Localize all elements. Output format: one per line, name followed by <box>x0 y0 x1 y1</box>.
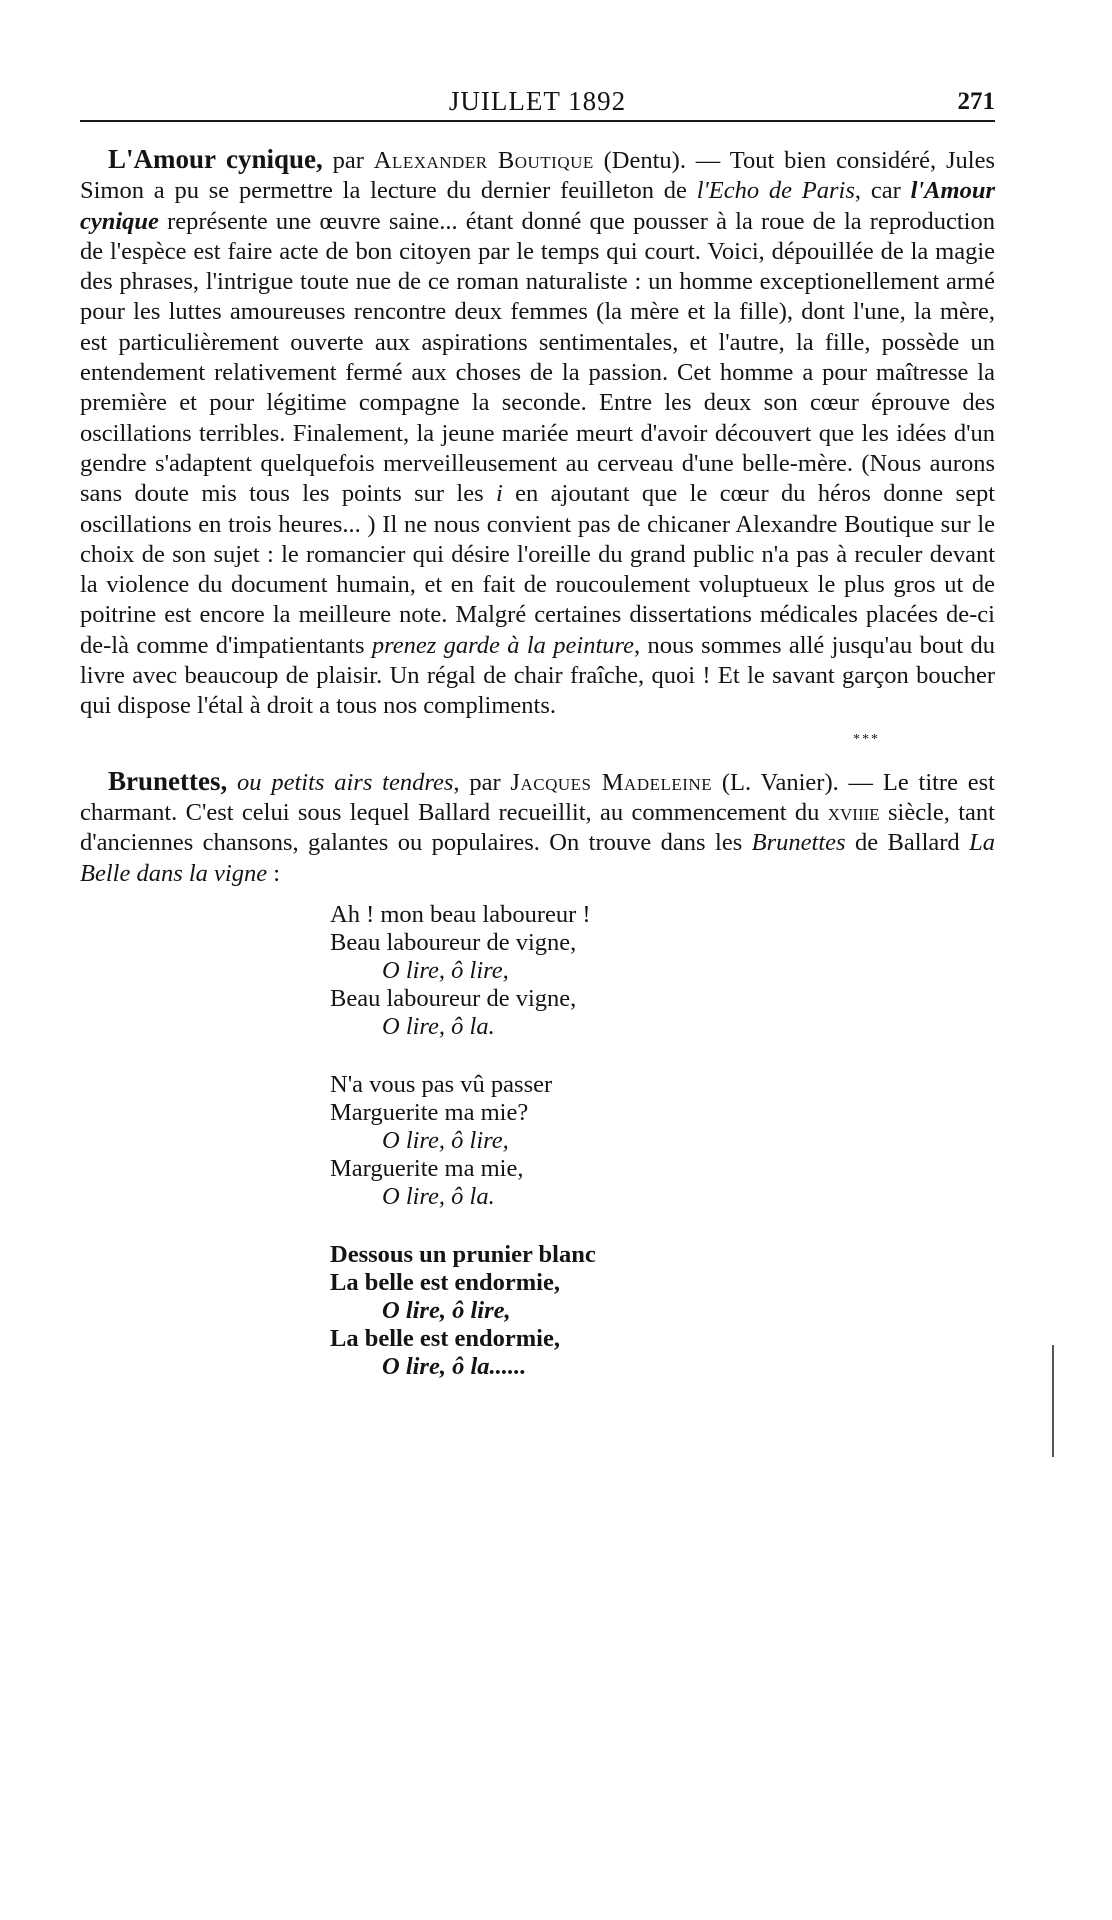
review-amour-cynique <box>80 144 995 722</box>
warning-phrase: prenez garde à la peinture <box>371 631 635 659</box>
review-subtitle: ou petits airs tendres <box>227 768 454 796</box>
poem-refrain: O lire, ô la. <box>382 1182 495 1210</box>
review-publisher: (L. Vanier). <box>712 768 839 796</box>
review-by: par <box>322 147 374 174</box>
review-text-d: : <box>267 859 281 887</box>
review-by: , par <box>453 768 511 796</box>
poem-line: Dessous un prunier blanc <box>330 1240 596 1268</box>
poem-line: La belle est endormie, <box>330 1324 560 1352</box>
review-brunettes <box>80 766 995 889</box>
page-number: 271 <box>957 88 995 115</box>
section-ornament: *** <box>853 731 880 747</box>
review-text-c: représente une œuvre saine... étant donné que pousser à la roue de la reproduction de l'espèce est faire acte de bon citoyen par le temps qui court. Voici, dépouillée de la magie des phrases, l'intrigue toute nue de ce roman naturaliste : un homme exceptionellement armé pour les luttes amoureuses rencontre deux femmes (la mère et la fille), dont l'une, la mère, est particulièrement ouverte aux aspirations sentimentales, et l'autre, la fille, possède un entendement relativement fermé aux choses de la passion. Cet homme a pour maîtresse la première et pour légitime compagne la seconde. Entre les deux son cœur éprouve des oscillations terribles. Finalement, la jeune mariée meurt d'avoir découvert que les idées d'un gendre s'adaptent quelquefois merveilleusement au cerveau d'une belle-mère. (Nous aurons sans doute mis tous les points sur les <box>80 207 995 508</box>
margin-mark <box>1052 1345 1054 1457</box>
poem-line: Beau laboureur de vigne, <box>330 984 577 1012</box>
review-text-a: — Tout bien considéré, Jules Simon a pu se permettre la lecture du dernier feuilleton de <box>80 147 995 205</box>
poem-refrain: O lire, ô la. <box>382 1012 495 1040</box>
review-publisher: (Dentu). <box>593 147 686 174</box>
poem <box>330 901 995 1381</box>
review-text-e: , nous sommes allé jusqu'au bout du livre avec beaucoup de plaisir. Un régal de chair fraîche, quoi ! Et le savant garçon boucher qui dispose l'étal à droit a tous nos compliments. <box>80 631 996 720</box>
poem-line: Ah ! mon beau laboureur ! <box>330 900 591 928</box>
review-author: Alexander Boutique <box>373 147 594 174</box>
century-numeral: xviiie <box>827 798 880 826</box>
poem-refrain: O lire, ô la...... <box>382 1352 527 1380</box>
review-title: L'Amour cynique, <box>108 144 323 174</box>
review-title: Brunettes, <box>108 765 228 796</box>
poem-line: N'a vous pas vû passer <box>330 1070 553 1098</box>
review-text-a: — Le titre est charmant. C'est celui sous lequel Ballard recueillit, au commencement du <box>80 768 995 826</box>
song-title: La Belle dans la vigne <box>80 829 995 887</box>
review-text-b: siècle, tant d'anciennes chansons, galantes ou populaires. On trouve dans les <box>80 798 995 857</box>
collection-title: Brunettes <box>751 829 846 857</box>
poem-refrain: O lire, ô lire, <box>382 1126 509 1154</box>
poem-line: Marguerite ma mie, <box>330 1154 524 1182</box>
review-text-c: de Ballard <box>845 829 970 857</box>
poem-stanza <box>330 1071 995 1211</box>
running-head <box>80 70 995 114</box>
review-text-d: en ajoutant que le cœur du héros donne sept oscillations en trois heures... ) Il ne nous convient pas de chicaner Alexandre Boutique sur le choix de son sujet : le romancier qui désire l'oreille du grand public n'a pas à reculer devant la violence du document humain, et en fait de roucoulement voluptueux le plus gros ut de poitrine est encore la meilleure note. Malgré certaines dissertations médicales placées de-ci de-là comme d'impatientants <box>80 480 996 659</box>
header-rule <box>80 120 995 122</box>
review-author: Jacques Madeleine <box>510 768 713 796</box>
work-title: l'Amour cynique <box>80 177 995 235</box>
poem-line: Marguerite ma mie? <box>330 1098 529 1126</box>
poem-line: La belle est endormie, <box>330 1268 560 1296</box>
journal-title: l'Echo de Paris <box>696 177 855 205</box>
poem-stanza <box>330 1241 995 1381</box>
review-text-b: , car <box>854 177 911 205</box>
running-title: JUILLET 1892 <box>448 86 627 116</box>
poem-stanza <box>330 901 995 1041</box>
page <box>80 70 995 1381</box>
poem-line: Beau laboureur de vigne, <box>330 928 577 956</box>
poem-refrain: O lire, ô lire, <box>382 956 509 984</box>
i-letter: i <box>496 480 503 508</box>
poem-refrain: O lire, ô lire, <box>382 1296 511 1324</box>
